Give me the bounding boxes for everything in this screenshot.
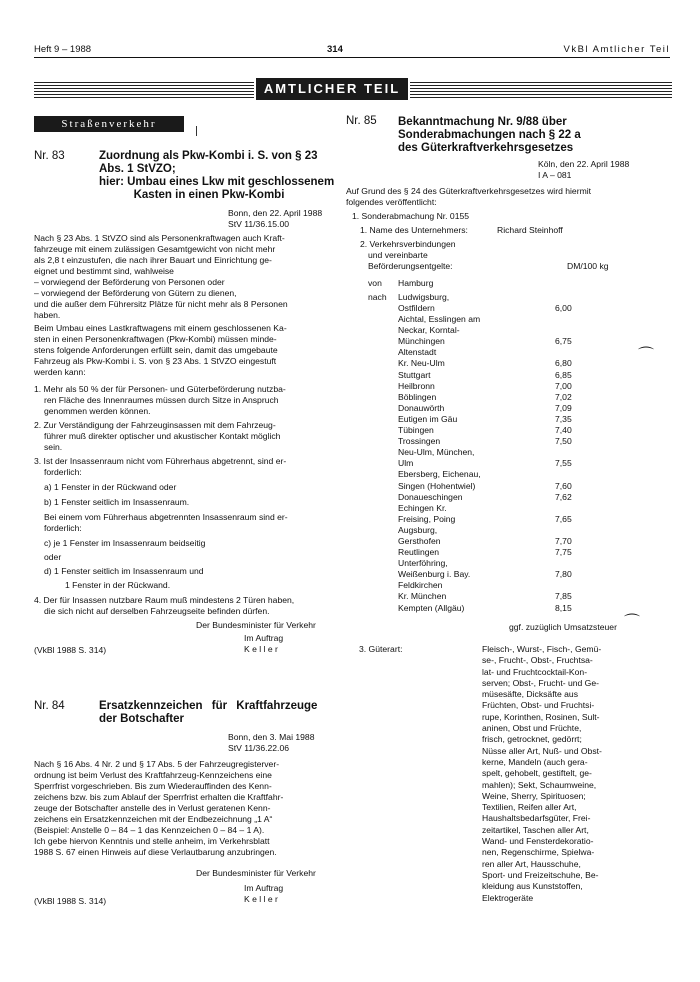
rate-row: [398, 303, 598, 314]
reference: I A – 081: [538, 170, 572, 180]
section-tag: Straßenverkehr: [34, 116, 184, 132]
goods-line: mahlen); Sekt, Schaumweine,: [482, 779, 597, 790]
rate-row: [398, 336, 598, 347]
article-number: Nr. 84: [34, 700, 65, 712]
page-number: 314: [327, 44, 343, 55]
running-header-left: Heft 9 – 1988: [34, 44, 92, 55]
goods-line: Elektrogeräte: [482, 892, 534, 903]
rate-row: [398, 314, 598, 325]
rate-row: [398, 569, 598, 580]
goods-label: 3. Güterart:: [359, 644, 403, 654]
rate-table: [398, 303, 598, 614]
rate-value: 7,09: [555, 402, 572, 413]
section-banner: AMTLICHER TEIL: [256, 78, 408, 100]
rate-destination: Altenstadt: [398, 347, 437, 358]
citation: (VkBl 1988 S. 314): [34, 645, 107, 655]
rate-row: [398, 547, 598, 558]
rate-destination: Unterföhring,: [398, 558, 448, 569]
goods-line: Nüsse aller Art, Nuß- und Obst-: [482, 745, 602, 756]
goods-line: serven; Obst-, Frucht- und Ge-: [482, 677, 600, 688]
curl-mark: ⌒: [638, 347, 655, 364]
rate-row: [398, 325, 598, 336]
goods-line: Wand- und Fensterdekoratio-: [482, 836, 594, 847]
goods-line: kleidung aus Kunststoffen,: [482, 881, 583, 892]
rate-value: 8,15: [555, 602, 572, 613]
rate-value: 7,85: [555, 591, 572, 602]
reference: StV 11/36.22.06: [228, 743, 289, 753]
goods-line: Haushaltsbedarfsgüter, Frei-: [482, 813, 591, 824]
rate-destination: Freising, Poing: [398, 513, 456, 524]
rate-value: 7,35: [555, 413, 572, 424]
rate-destination: Ostfildern: [398, 303, 435, 313]
rate-row: [398, 558, 598, 569]
rate-destination: Ebersberg, Eichenau,: [398, 469, 481, 480]
goods-line: Textilien, Reifen aller Art,: [482, 802, 577, 813]
rate-destination: Tübingen: [398, 425, 434, 436]
rate-destination: Weißenburg i. Bay.: [398, 569, 471, 580]
rate-row: [398, 425, 598, 436]
article-title: Bekanntmachung Nr. 9/88 über Sonderabmachungen nach § 22 a des Güterkraftverkehrsgesetzes: [398, 116, 581, 154]
agreement-number: 1. Sonderabmachung Nr. 0155: [352, 211, 470, 221]
article-body: Nach § 23 Abs. 1 StVZO sind als Personenkraftwagen auch Kraft- fahrzeuge mit einem zulässigen Gesamtgewicht von nicht mehr als 2,8 t einzustufen, die nach ihrer Bauart und Einrichtung ge- eignet und bestimmt sind, wahlweise – vorwiegend der Beförderung von Personen oder – vorwiegend der Beförderung von Gütern zu dienen, und die außer dem Führersitz Plätze für nicht mehr als 8 Personen haben. Beim Umbau eines Lastkraftwagens mit einem geschlossenen Ka- sten in einen Personenkraftwagen (Pkw-Kombi) müssen minde- stens folgende Anforderungen erfüllt sein, damit das umgebaute Fahrzeug als Pkw-Kombi i. S. von § 23 Abs. 1 StVZO eingestuft werden kann:: [34, 233, 288, 377]
article-body: Nach § 16 Abs. 4 Nr. 2 und § 17 Abs. 5 der Fahrzeugregisterver- ordnung ist beim Verlust des Kraftfahrzeug-Kennzeichens eine Sperrfrist vorgeschrieben. Bis zum Wiederauffinden des Kenn- zeichens bzw. bis zum Ablauf der Sperrfrist erhalten die Kraftfahr- zeuge der Botschafter anstelle des in Verlust geratenen Kenn- zeichens ein Ersatzkennzeichen mit der Endbezeichnung „1 A“ (Beispiel: Anstelle 0 – 84 – 1 das Kennzeichen 0 – 84 – 1 A). Ich gebe hiervon Kenntnis und stelle anheim, im Verkehrsblatt 1988 S. 67 einen Hinweis auf diese Verlautbarung anzubringen.: [34, 759, 284, 857]
article-number: Nr. 85: [346, 115, 377, 127]
rate-row: [398, 358, 598, 369]
rate-destination: Trossingen: [398, 436, 441, 447]
rate-value: 6,80: [555, 358, 572, 369]
rate-value: 7,02: [555, 391, 572, 402]
rate-destination: Aichtal, Esslingen am: [398, 314, 481, 325]
goods-line: lat- und Fruchtcocktail-Kon-: [482, 666, 588, 677]
rate-row: [398, 447, 598, 458]
goods-line: rupe, Korinthen, Rosinen, Sult-: [482, 711, 600, 722]
rate-destination: Feldkirchen: [398, 580, 443, 591]
rate-row: [398, 381, 598, 392]
goods-line: Früchten, Obst- und Fruchtsi-: [482, 700, 595, 711]
goods-line: nen, Regenschirme, Spielwa-: [482, 847, 595, 858]
rate-destination: Heilbronn: [398, 380, 435, 391]
goods-line: aninen, Obst und Früchte,: [482, 723, 582, 734]
article-number: Nr. 83: [34, 150, 65, 162]
rate-row: [398, 536, 598, 547]
rate-unit: DM/100 kg: [567, 261, 609, 271]
goods-line: spelt, gehobelt, gestiftelt, ge-: [482, 768, 592, 779]
from-label: von: [368, 278, 382, 288]
rate-destination: Kr. München: [398, 591, 447, 602]
rate-row: [398, 503, 598, 514]
rate-value: 7,62: [555, 491, 572, 502]
signer: Der Bundesminister für Verkehr: [196, 868, 316, 878]
rate-value: 6,00: [555, 303, 572, 313]
rate-row: [398, 414, 598, 425]
rate-value: 7,50: [555, 436, 572, 447]
rate-row: [398, 436, 598, 447]
rate-destination: Münchingen: [398, 336, 445, 347]
rate-row: [398, 403, 598, 414]
rate-destination: Gersthofen: [398, 535, 441, 546]
goods-line: frisch, getrocknet, gedörrt;: [482, 734, 582, 745]
rate-row: [398, 458, 598, 469]
rate-value: 7,70: [555, 535, 572, 546]
rate-row: [398, 525, 598, 536]
rate-destination: Singen (Hohentwiel): [398, 480, 476, 491]
goods-line: Fleisch-, Wurst-, Fisch-, Gemü-: [482, 644, 602, 654]
rate-value: 7,80: [555, 569, 572, 580]
intro-text: Auf Grund des § 24 des Güterkraftverkehrsgesetzes wird hiermit folgendes veröffentlicht:: [346, 186, 592, 207]
header-rule: [34, 57, 670, 58]
tag-mark: [196, 126, 197, 136]
rate-row: [398, 603, 598, 614]
rate-destination: Reutlingen: [398, 547, 440, 558]
from-value: Hamburg: [398, 278, 434, 288]
signer-name: K e l l e r: [244, 644, 278, 654]
rate-destination: Donaueschingen: [398, 491, 463, 502]
rate-destination: Donauwörth: [398, 402, 445, 413]
rate-destination: Neckar, Korntal-: [398, 325, 460, 336]
rate-destination: Eutigen im Gäu: [398, 413, 458, 424]
banner-rule-right: [410, 82, 672, 98]
goods-line: Sport- und Freizeitschuhe, Be-: [482, 869, 599, 880]
article-title: Ersatzkennzeichen für Kraftfahrzeuge der Botschafter: [99, 700, 318, 725]
to-value: Ludwigsburg,: [398, 292, 450, 302]
rate-row: [398, 347, 598, 358]
im-auftrag: Im Auftrag: [244, 633, 284, 643]
reference: StV 11/36.15.00: [228, 219, 289, 229]
rate-row: [398, 481, 598, 492]
rate-value: 7,75: [555, 547, 572, 558]
company-name: Richard Steinhoff: [497, 225, 563, 235]
goods-line: se-, Frucht-, Obst-, Fruchtsa-: [482, 655, 593, 666]
rate-value: 7,40: [555, 425, 572, 436]
rate-destination: Kr. Neu-Ulm: [398, 358, 445, 369]
goods-line: müsesäfte, Dicksäfte aus: [482, 689, 579, 700]
connections-label: 2. Verkehrsverbindungen und vereinbarte Beförderungsentgelte:: [360, 239, 456, 271]
goods-line: Weine, Sherry, Spirituosen;: [482, 790, 586, 801]
article-title: Zuordnung als Pkw-Kombi i. S. von § 23 Abs. 1 StVZO; hier: Umbau eines Lkw mit geschlossenem Kasten in einen Pkw-Kombi: [99, 150, 335, 201]
curl-mark: ⌒: [624, 614, 641, 631]
rate-destination: Augsburg,: [398, 524, 438, 535]
rate-destination: Kempten (Allgäu): [398, 602, 465, 613]
rate-destination: Stuttgart: [398, 369, 431, 380]
goods-line: kerne, Mandeln (auch gera-: [482, 756, 588, 767]
company-label: 1. Name des Unternehmers:: [360, 225, 468, 235]
rate-row: [398, 370, 598, 381]
rate-destination: Böblingen: [398, 391, 437, 402]
rate-destination: Echingen Kr.: [398, 502, 447, 513]
banner-rule-left: [34, 82, 254, 98]
rate-row: [398, 492, 598, 503]
goods-line: zeitartikel, Taschen aller Art,: [482, 824, 589, 835]
rate-row: [398, 392, 598, 403]
rate-destination: Ulm: [398, 458, 414, 469]
rate-row: [398, 514, 598, 525]
im-auftrag: Im Auftrag: [244, 883, 284, 893]
place-date: Bonn, den 3. Mai 1988: [228, 732, 315, 742]
rate-value: 7,60: [555, 480, 572, 491]
signer-name: K e l l e r: [244, 894, 278, 904]
citation: (VkBl 1988 S. 314): [34, 896, 107, 906]
rate-value: 7,55: [555, 458, 572, 469]
rate-value: 7,00: [555, 380, 572, 391]
rate-value: 6,85: [555, 369, 572, 380]
rate-row: [398, 591, 598, 602]
rate-destination: Neu-Ulm, München,: [398, 447, 475, 458]
running-header-right: VkBl Amtlicher Teil: [563, 44, 670, 55]
signer: Der Bundesminister für Verkehr: [196, 620, 316, 630]
rate-value: 6,75: [555, 336, 572, 347]
goods-line: ren aller Art, Hausschuhe,: [482, 858, 581, 869]
rate-row: [398, 469, 598, 480]
place-date: Köln, den 22. April 1988: [538, 159, 630, 169]
rate-value: 7,65: [555, 513, 572, 524]
vat-note: ggf. zuzüglich Umsatzsteuer: [509, 622, 617, 632]
rate-row: [398, 580, 598, 591]
goods-list: [482, 644, 632, 904]
place-date: Bonn, den 22. April 1988: [228, 208, 323, 218]
to-label: nach: [368, 292, 387, 302]
requirements-list: 1. Mehr als 50 % der für Personen- und Güterbeförderung nutzba- ren Fläche des Innenraumes müssen durch Sitze in Anspruch genommen werden können. 2. Zur Verständigung der Fahrzeuginsassen mit dem Fahrzeug- führer muß direkter optischer und akustischer Kontakt möglich sein. 3. Ist der Insassenraum nicht vom Führerhaus abgetrennt, sind er- forderlich: a) 1 Fenster in der Rückwand oder b) 1 Fenster seitlich im Insassenraum. Bei einem vom Führerhaus abgetrennten Insassenraum sind er- forderlich: c) je 1 Fenster im Insassenraum beidseitig oder d) 1 Fenster seitlich im Insassenraum und 1 Fenster in der Rückwand. 4. Der für Insassen nutzbare Raum muß mindestens 2 Türen haben, die sich nicht auf derselben Fahrzeugseite befinden dürfen.: [34, 384, 295, 616]
